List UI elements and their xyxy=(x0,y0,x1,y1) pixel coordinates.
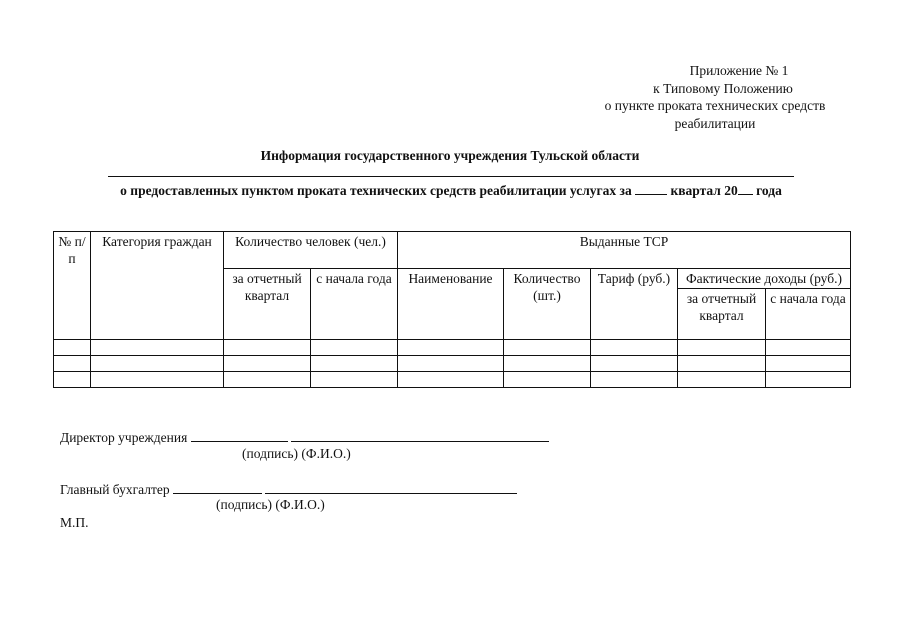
report-table xyxy=(53,231,851,388)
table-cell[interactable] xyxy=(678,340,766,356)
appendix-subject-cont: реабилитации xyxy=(674,115,756,131)
table-cell[interactable] xyxy=(224,356,311,372)
table-cell[interactable] xyxy=(678,356,766,372)
header-income: Фактические доходы (руб.) xyxy=(678,269,851,289)
subtitle-text: о предоставленных пунктом проката технических средств реабилитации услугах за xyxy=(120,183,632,198)
subtitle-quarter-label: квартал 20 xyxy=(670,183,738,198)
table-row xyxy=(54,356,851,372)
quarter-blank xyxy=(635,182,667,195)
header-people-quarter: за отчетный квартал xyxy=(224,269,311,340)
table-cell[interactable] xyxy=(504,356,591,372)
appendix-header xyxy=(580,62,850,132)
document-subtitle xyxy=(40,182,862,199)
table-cell[interactable] xyxy=(766,340,851,356)
accountant-signature-line xyxy=(60,480,517,498)
table-cell[interactable] xyxy=(504,340,591,356)
table-cell[interactable] xyxy=(398,340,504,356)
table-cell[interactable] xyxy=(398,372,504,388)
director-name-blank[interactable] xyxy=(291,428,549,442)
year-blank xyxy=(738,182,753,195)
header-row xyxy=(54,232,851,269)
table-cell[interactable] xyxy=(678,372,766,388)
director-label: Директор учреждения xyxy=(60,430,188,445)
table-cell[interactable] xyxy=(504,372,591,388)
table-cell[interactable] xyxy=(91,372,224,388)
table-cell[interactable] xyxy=(766,372,851,388)
director-caption: (подпись) (Ф.И.О.) xyxy=(242,446,351,461)
table-cell[interactable] xyxy=(91,340,224,356)
table-cell[interactable] xyxy=(591,356,678,372)
appendix-number: Приложение № 1 xyxy=(689,63,789,78)
header-people-count: Количество человек (чел.) xyxy=(224,232,398,269)
appendix-reference: к Типовому Положению xyxy=(653,80,793,96)
accountant-caption: (подпись) (Ф.И.О.) xyxy=(216,497,325,512)
header-issued-tsr: Выданные ТСР xyxy=(398,232,851,269)
table-cell[interactable] xyxy=(54,372,91,388)
table-cell[interactable] xyxy=(398,356,504,372)
stamp-label: М.П. xyxy=(60,515,89,530)
table-cell[interactable] xyxy=(224,340,311,356)
header-income-year: с начала года xyxy=(766,289,851,340)
header-name: Наименование xyxy=(398,269,504,340)
table-cell[interactable] xyxy=(311,356,398,372)
table-row xyxy=(54,340,851,356)
accountant-label: Главный бухгалтер xyxy=(60,482,170,497)
header-category: Категория граждан xyxy=(91,232,224,340)
header-income-quarter: за отчетный квартал xyxy=(678,289,766,340)
appendix-subject: о пункте проката технических средств xyxy=(604,98,826,113)
accountant-name-blank[interactable] xyxy=(265,480,517,494)
director-signature-blank[interactable] xyxy=(191,428,288,442)
title-underline xyxy=(108,176,794,177)
table-cell[interactable] xyxy=(311,372,398,388)
table-cell[interactable] xyxy=(311,340,398,356)
subtitle-year-label: года xyxy=(756,183,782,198)
document-title: Информация государственного учреждения Тульской области xyxy=(260,148,640,163)
table-cell[interactable] xyxy=(54,340,91,356)
table-cell[interactable] xyxy=(91,356,224,372)
table-cell[interactable] xyxy=(54,356,91,372)
table-cell[interactable] xyxy=(224,372,311,388)
table-cell[interactable] xyxy=(591,372,678,388)
header-num: № п/п xyxy=(54,232,91,340)
director-signature-line xyxy=(60,428,549,446)
table-cell[interactable] xyxy=(591,340,678,356)
table-cell[interactable] xyxy=(766,356,851,372)
header-people-year: с начала года xyxy=(311,269,398,340)
header-quantity: Количество (шт.) xyxy=(504,269,591,340)
header-tariff: Тариф (руб.) xyxy=(591,269,678,340)
table-row xyxy=(54,372,851,388)
accountant-signature-blank[interactable] xyxy=(173,480,262,494)
